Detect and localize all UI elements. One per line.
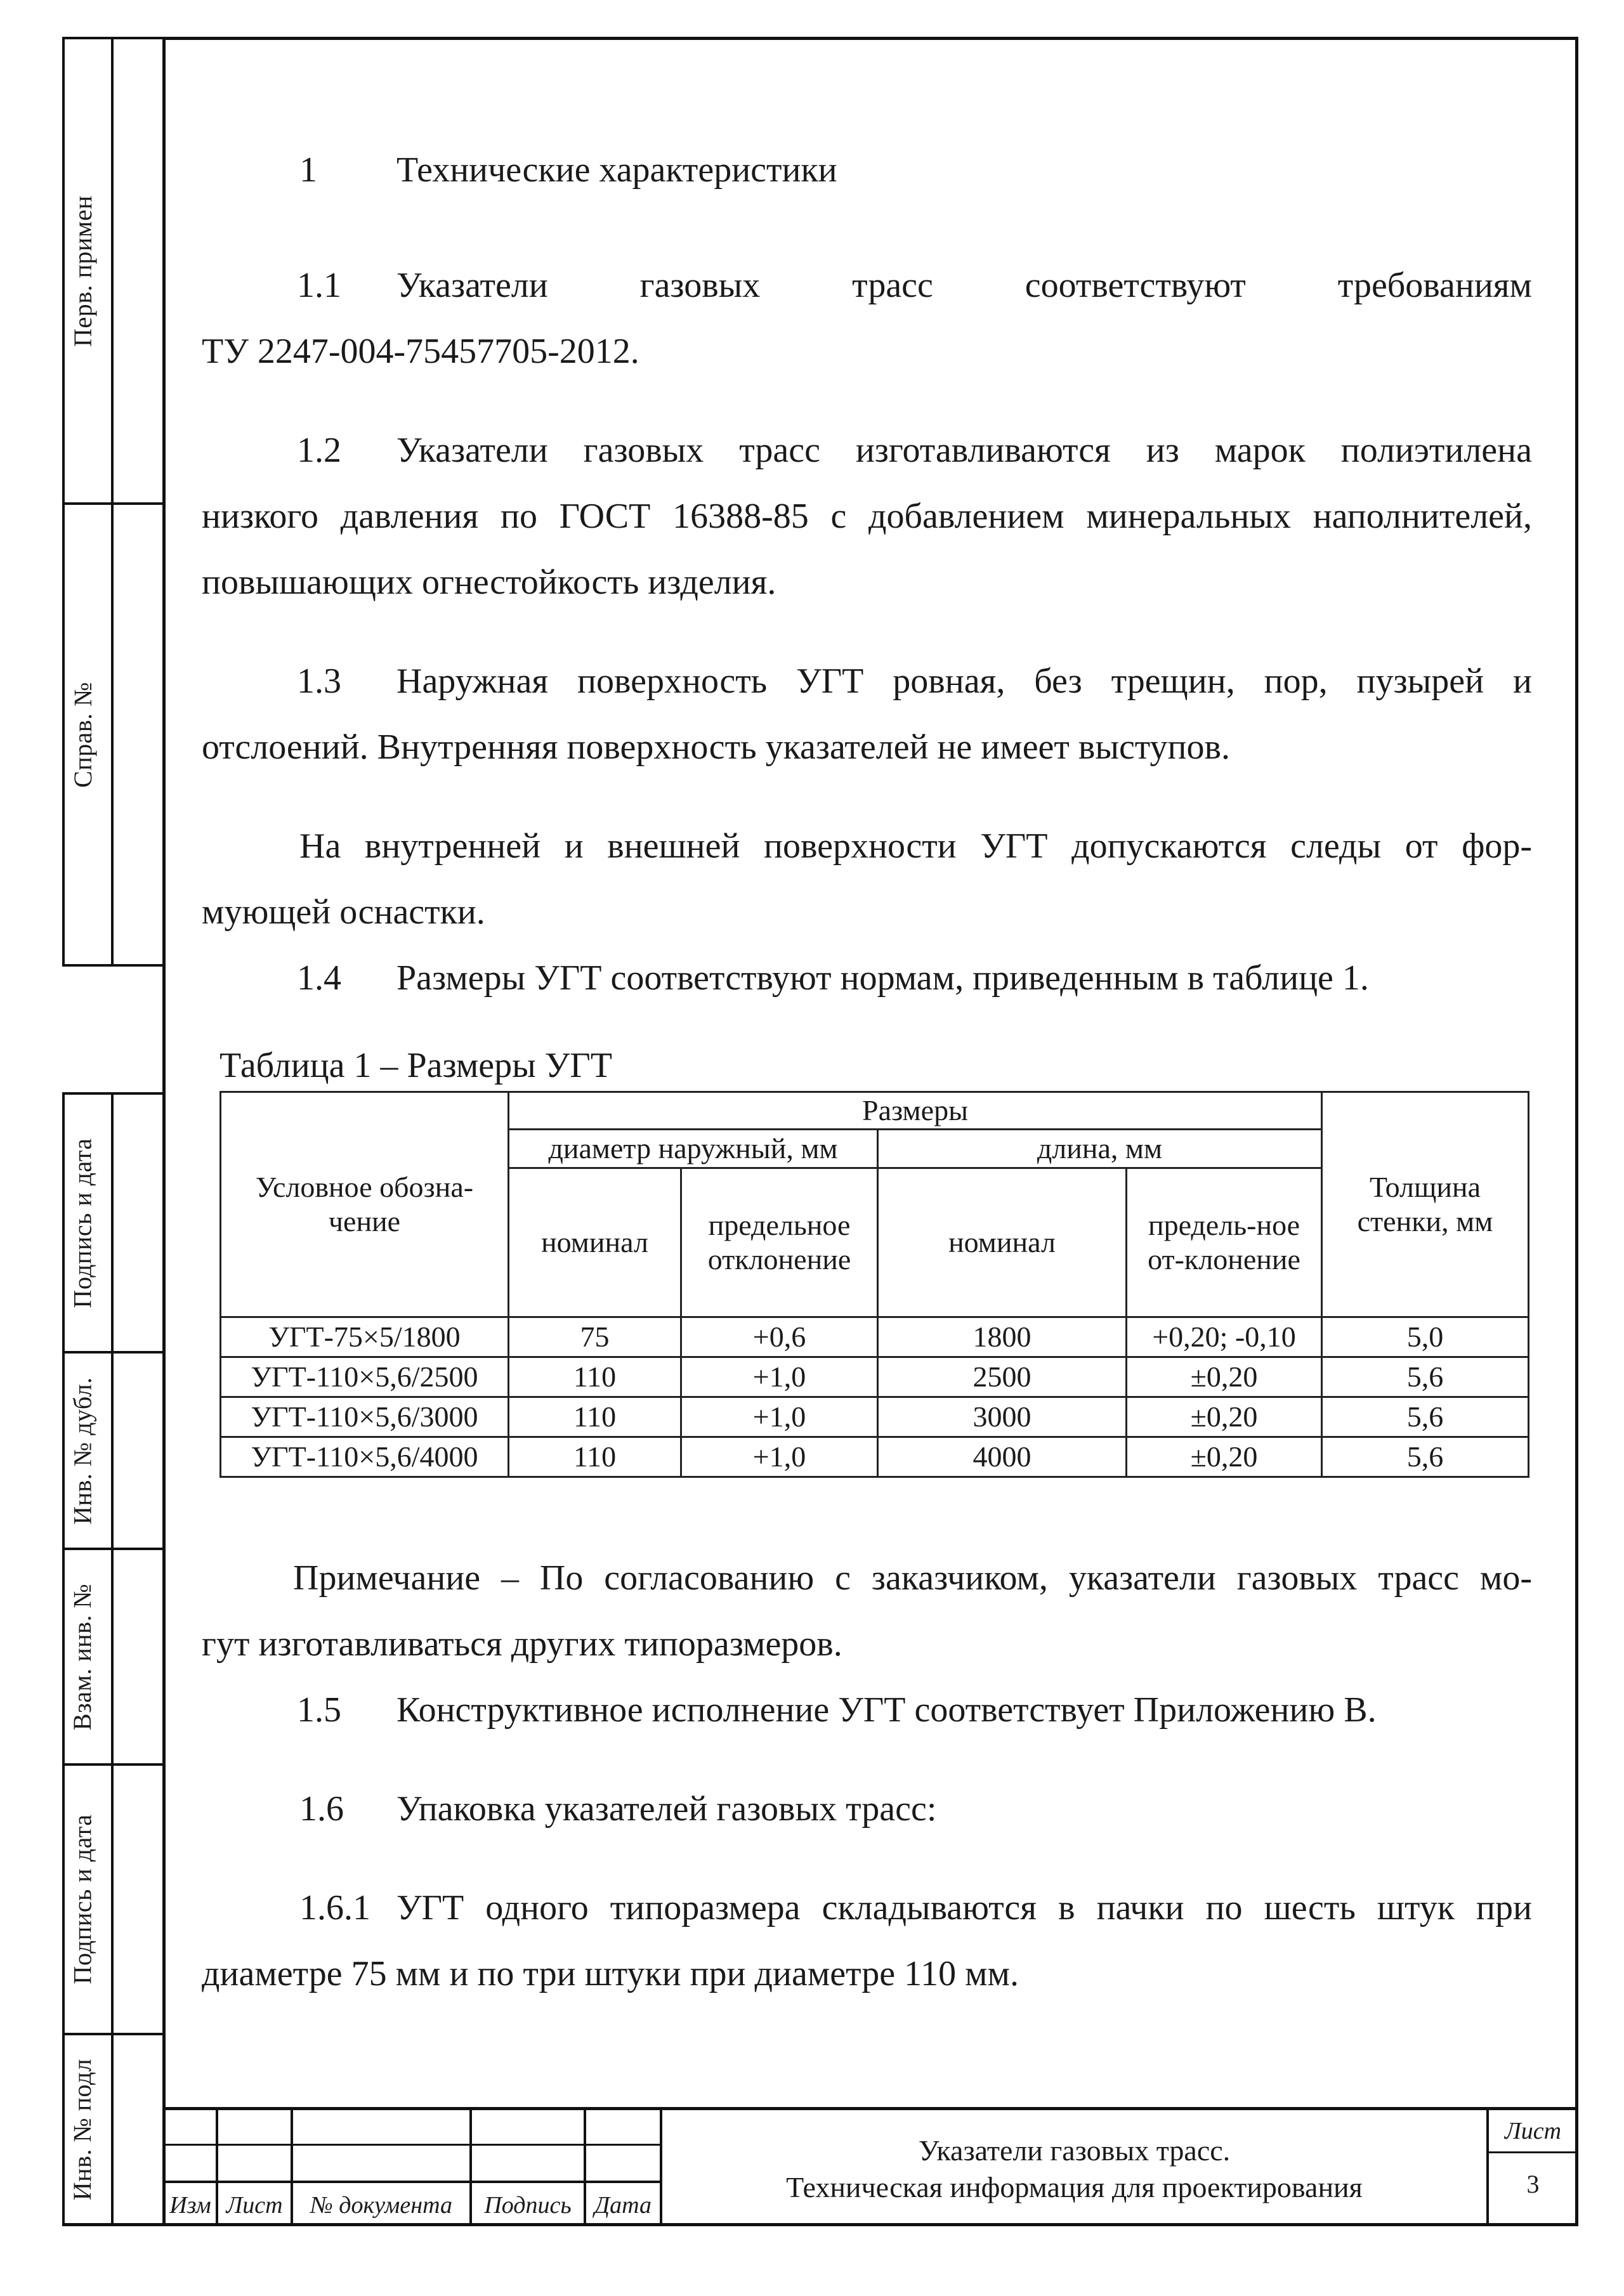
note-line1: Примечание – По согласованию с заказчиком, указатели газовых трасс мо- bbox=[293, 1558, 1532, 1598]
cell-wall-thickness: 5,0 bbox=[1322, 1317, 1529, 1357]
header-nominal-diameter: номинал bbox=[509, 1168, 681, 1317]
cell-length-deviation: ±0,20 bbox=[1127, 1437, 1322, 1477]
cell-wall-thickness: 5,6 bbox=[1322, 1437, 1529, 1477]
cell-length: 4000 bbox=[878, 1437, 1127, 1477]
para-1-6-1-number: 1.6.1 bbox=[299, 1888, 370, 1927]
dimensions-table bbox=[219, 1091, 1529, 1478]
para-traces-line1: На внутренней и внешней поверхности УГТ допускаются следы от фор- bbox=[299, 826, 1532, 866]
para-traces-line2: мующей оснастки. bbox=[202, 892, 485, 932]
cell-diameter-deviation: +1,0 bbox=[681, 1357, 878, 1397]
para-1-3-line1: Наружная поверхность УГТ ровная, без трещин, пор, пузырей и bbox=[396, 662, 1532, 701]
para-1-3-number: 1.3 bbox=[297, 662, 341, 701]
frame-left-border bbox=[162, 37, 166, 2226]
cell-length-deviation: ±0,20 bbox=[1127, 1397, 1322, 1437]
cell-designation: УГТ-110×5,6/2500 bbox=[221, 1357, 509, 1397]
tb-title-line1: Указатели газовых трасс. bbox=[918, 2134, 1231, 2167]
margin-label-podpis-data-2: Подпись и дата bbox=[68, 1814, 97, 1985]
para-1-1-word: трасс bbox=[852, 266, 933, 305]
margin-label-perv-primen: Перв. примен bbox=[68, 195, 97, 347]
para-1-2-number: 1.2 bbox=[297, 431, 341, 470]
para-1-6-number: 1.6 bbox=[299, 1789, 344, 1829]
margin-upper-bottom bbox=[62, 964, 165, 967]
cell-wall-thickness: 5,6 bbox=[1322, 1397, 1529, 1437]
tb-sheet-label: Лист bbox=[1504, 2118, 1562, 2144]
cell-designation: УГТ-75×5/1800 bbox=[221, 1317, 509, 1357]
cell-diameter: 75 bbox=[509, 1317, 681, 1357]
header-nominal-length: номинал bbox=[878, 1168, 1127, 1317]
margin-label-sprav-no: Справ. № bbox=[68, 681, 97, 788]
margin-label-vzam-inv-no: Взам. инв. № bbox=[68, 1583, 97, 1730]
note-line2: гут изготавливаться других типоразмеров. bbox=[202, 1624, 842, 1664]
cell-diameter: 110 bbox=[509, 1357, 681, 1397]
header-wall-thickness: Толщина стенки, мм bbox=[1322, 1092, 1529, 1317]
header-limit-deviation-diameter: предельное отклонение bbox=[681, 1168, 878, 1317]
para-1-1-line1 bbox=[396, 252, 1532, 318]
cell-designation: УГТ-110×5,6/3000 bbox=[221, 1397, 509, 1437]
para-1-2-line2: низкого давления по ГОСТ 16388-85 с добавлением минеральных наполнителей, bbox=[202, 497, 1532, 536]
tb-col-doc-no: № документа bbox=[310, 2192, 453, 2219]
header-designation: Условное обозна-чение bbox=[221, 1092, 509, 1317]
margin-label-inv-no-podl: Инв. № подл bbox=[68, 2058, 97, 2200]
section-title: Технические характеристики bbox=[396, 150, 837, 190]
cell-diameter: 110 bbox=[509, 1397, 681, 1437]
para-1-6-1-line2: диаметре 75 мм и по три штуки при диаметре 110 мм. bbox=[202, 1954, 1019, 1993]
cell-length: 2500 bbox=[878, 1357, 1127, 1397]
para-1-4-number: 1.4 bbox=[297, 958, 341, 998]
para-1-1-word: требованиям bbox=[1337, 266, 1532, 305]
margin-lower-inner bbox=[111, 1092, 114, 2226]
margin-upper-inner bbox=[111, 37, 114, 966]
frame-bottom-border bbox=[62, 2223, 1578, 2226]
header-sizes: Размеры bbox=[509, 1092, 1322, 1130]
cell-length: 1800 bbox=[878, 1317, 1127, 1357]
cell-length-deviation: ±0,20 bbox=[1127, 1357, 1322, 1397]
para-1-3-line2: отслоений. Внутренняя поверхность указателей не имеет выступов. bbox=[202, 727, 1230, 767]
header-length: длина, мм bbox=[878, 1130, 1322, 1168]
para-1-2-line1: Указатели газовых трасс изготавливаются из марок полиэтилена bbox=[396, 431, 1532, 470]
margin-label-inv-no-dubl: Инв. № дубл. bbox=[68, 1376, 97, 1525]
cell-length: 3000 bbox=[878, 1397, 1127, 1437]
margin-label-podpis-data-1: Подпись и дата bbox=[68, 1137, 97, 1308]
para-1-2-line3: повышающих огнестойкость изделия. bbox=[202, 563, 776, 602]
para-1-4-text: Размеры УГТ соответствуют нормам, приведенным в таблице 1. bbox=[396, 958, 1369, 998]
frame-top-border bbox=[164, 37, 1578, 40]
tb-col-list: Лист bbox=[226, 2192, 283, 2219]
tb-sheet-number: 3 bbox=[1526, 2170, 1540, 2198]
tb-col-signature: Подпись bbox=[484, 2192, 572, 2219]
tb-col-izm: Изм bbox=[169, 2192, 211, 2219]
cell-diameter-deviation: +0,6 bbox=[681, 1317, 878, 1357]
para-1-1-word: газовых bbox=[639, 266, 761, 305]
table-row bbox=[221, 1437, 1529, 1477]
table-row bbox=[221, 1317, 1529, 1357]
tb-row-line bbox=[164, 2181, 662, 2183]
tb-title-line2: Техническая информация для проектирования bbox=[786, 2171, 1363, 2203]
para-1-5-number: 1.5 bbox=[297, 1690, 341, 1730]
para-1-1-number: 1.1 bbox=[297, 266, 341, 305]
tb-sheet-line bbox=[1488, 2151, 1577, 2153]
table-row bbox=[221, 1357, 1529, 1397]
section-number: 1 bbox=[299, 150, 317, 190]
table-row bbox=[221, 1397, 1529, 1437]
cell-wall-thickness: 5,6 bbox=[1322, 1357, 1529, 1397]
header-limit-deviation-length: предель-ное от-клонение bbox=[1127, 1168, 1322, 1317]
cell-designation: УГТ-110×5,6/4000 bbox=[221, 1437, 509, 1477]
para-1-1-word: соответствуют bbox=[1025, 266, 1246, 305]
para-1-1-word: Указатели bbox=[396, 266, 548, 305]
tb-col-date: Дата bbox=[594, 2192, 652, 2219]
header-outer-diameter: диаметр наружный, мм bbox=[509, 1130, 878, 1168]
table-caption: Таблица 1 – Размеры УГТ bbox=[219, 1046, 612, 1085]
cell-length-deviation: +0,20; -0,10 bbox=[1127, 1317, 1322, 1357]
para-1-6-text: Упаковка указателей газовых трасс: bbox=[396, 1789, 937, 1829]
para-1-6-1-line1: УГТ одного типоразмера складываются в пачки по шесть штук при bbox=[396, 1888, 1532, 1927]
tb-top-line bbox=[164, 2107, 1577, 2110]
tb-row-line bbox=[164, 2144, 662, 2146]
cell-diameter-deviation: +1,0 bbox=[681, 1437, 878, 1477]
cell-diameter-deviation: +1,0 bbox=[681, 1397, 878, 1437]
frame-right-border bbox=[1575, 37, 1578, 2226]
para-1-1-line2: ТУ 2247-004-75457705-2012. bbox=[202, 332, 639, 371]
para-1-5-text: Конструктивное исполнение УГТ соответствует Приложению В. bbox=[396, 1690, 1377, 1730]
cell-diameter: 110 bbox=[509, 1437, 681, 1477]
